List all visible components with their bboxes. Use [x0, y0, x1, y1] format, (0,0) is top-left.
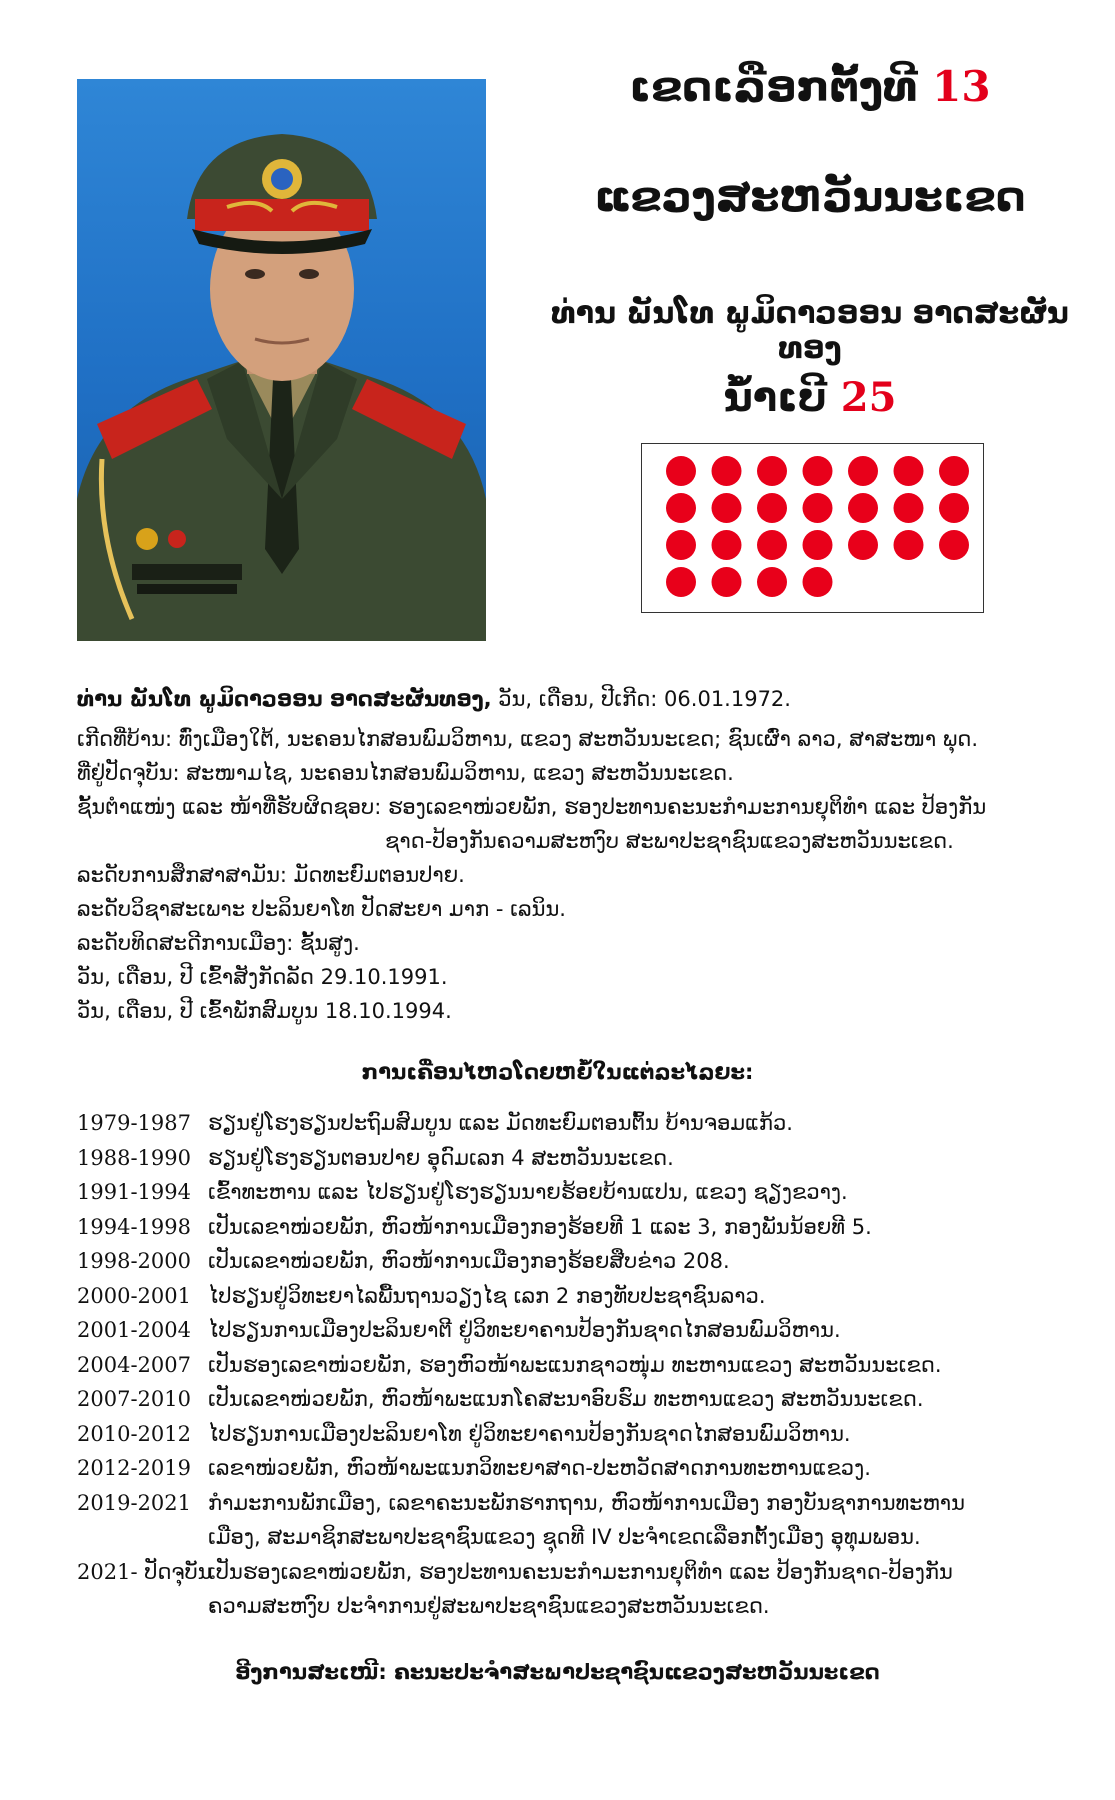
history-row — [77, 1141, 1087, 1176]
history-text: ໄປຮຽນການເມືອງປະລິນຍາຕີ ຢູ່ວິທະຍາຄານປ້ອງກັນຊາດໄກສອນພົມວິຫານ. — [208, 1318, 841, 1342]
history-years: 1988-1990 — [77, 1145, 191, 1170]
ballot-dot — [666, 567, 696, 597]
ballot-dot — [939, 530, 969, 560]
history-years: 1994-1998 — [77, 1214, 191, 1239]
history-years: 1991-1994 — [77, 1180, 191, 1204]
history-text: ໄປຮຽນການເມືອງປະລິນຍາໂທ ຢູ່ວິທະຍາຄານປ້ອງກັນຊາດໄກສອນພົມວິຫານ. — [208, 1421, 851, 1446]
history-years: 1979-1987 — [77, 1111, 191, 1135]
history-text: ໄປຮຽນຢູ່ວິທະຍາໄລພື້ນຖານວຽງໄຊ ເລກ 2 ກອງທັບປະຊາຊົນລາວ. — [208, 1283, 766, 1308]
bio-party-join: ວັນ, ເດືອນ, ປີ ເຂົ້າພັກສົມບູນ 18.10.1994. — [77, 999, 452, 1023]
number-label: ນ້ຳເບີ — [723, 375, 827, 421]
bio-position: ຊັ້ນຕຳແໜ່ງ ແລະ ໜ້າທີ່ຮັບຜິດຊອບ: ຮອງເລຂາໜ່ວຍພັກ, ຮອງປະທານຄະນະກຳມະການຍຸຕິທຳ ແລະ ປ້ອງກັນ — [77, 795, 987, 819]
ballot-dot — [803, 456, 833, 486]
ballot-dot — [894, 493, 924, 523]
history-list — [77, 1106, 1087, 1624]
bio-birthplace: ເກີດທີ່ບ້ານ: ທົ່ງເມືອງໃຕ້, ນະຄອນໄກສອນພົມວິຫານ, ແຂວງ ສະຫວັນນະເຂດ; ຊົນເຜົ່າ ລາວ, ສາສະໜາ ພຸດ. — [77, 727, 979, 751]
history-row — [77, 1382, 1087, 1417]
ballot-dot — [939, 456, 969, 486]
history-years: 2001-2004 — [77, 1318, 191, 1342]
history-text-cont: ຄວາມສະຫງົບ ປະຈຳການຢູ່ສະພາປະຊາຊົນແຂວງສະຫວັນນະເຂດ. — [208, 1594, 770, 1618]
history-years: 2012-2019 — [77, 1456, 191, 1480]
history-text: ຮຽນຢູ່ໂຮງຮຽນປະຖົມສົມບູນ ແລະ ມັດທະຍົມຕອນຕົ້ນ ບ້ານຈອມແກ້ວ. — [208, 1111, 793, 1135]
ballot-dot — [803, 530, 833, 560]
bio-political: ລະດັບທິດສະດີການເມືອງ: ຊັ້ນສູງ. — [77, 931, 360, 955]
ballot-dot — [894, 530, 924, 560]
history-row — [77, 1486, 1087, 1521]
history-text: ເປັນເລຂາໜ່ວຍພັກ, ຫົວໜ້າການເມືອງກອງຮ້ອຍສືບຂ່າວ 208. — [208, 1249, 730, 1273]
history-years: 2007-2010 — [77, 1387, 191, 1411]
bio-name: ທ່ານ ພັນໂທ ພູມິດາວອອນ ອາດສະຜັນທອງ, — [77, 687, 492, 711]
footer-note: ອີງການສະເໜີ: ຄະນະປະຈຳສະພາປະຊາຊົນແຂວງສະຫວັນນະເຂດ — [235, 1660, 880, 1684]
history-row — [77, 1210, 1087, 1245]
biography — [77, 682, 1087, 1028]
ballot-dots-box — [641, 443, 984, 613]
ballot-dot — [712, 493, 742, 523]
candidate-photo — [77, 79, 486, 641]
bio-specialty: ລະດັບວິຊາສະເພາະ ປະລິນຍາໂທ ປັດສະຍາ ມາກ - ເລນິນ. — [77, 897, 566, 921]
history-text: ເປັນເລຂາໜ່ວຍພັກ, ຫົວໜ້າພະແນກໂຄສະນາອົບຮົມ ທະຫານແຂວງ ສະຫວັນນະເຂດ. — [208, 1387, 924, 1411]
ballot-dot — [803, 493, 833, 523]
history-row — [77, 1175, 1087, 1210]
history-years: 1998-2000 — [77, 1249, 191, 1273]
history-row — [77, 1555, 1087, 1590]
history-row — [77, 1348, 1087, 1383]
province-heading: ແຂວງສະຫວັນນະເຂດ — [594, 172, 1026, 221]
ballot-dot — [848, 493, 878, 523]
ballot-dots — [642, 444, 985, 614]
ballot-dot — [757, 456, 787, 486]
district-number: 13 — [932, 62, 991, 111]
bio-education: ລະດັບການສຶກສາສາມັນ: ມັດທະຍົມຕອນປາຍ. — [77, 863, 465, 887]
history-row — [77, 1279, 1087, 1314]
district-label: ເຂດເລືອກຕັ້ງທີ — [629, 62, 918, 111]
ballot-dot — [666, 530, 696, 560]
ballot-dot — [939, 493, 969, 523]
history-text: ເປັນຮອງເລຂາໜ່ວຍພັກ, ຮອງຫົວໜ້າພະແນກຊາວໜຸ່ມ ທະຫານແຂວງ ສະຫວັນນະເຂດ. — [208, 1352, 942, 1377]
history-row — [77, 1451, 1087, 1486]
ballot-dot — [848, 530, 878, 560]
history-years: 2010-2012 — [77, 1421, 191, 1446]
history-years: 2004-2007 — [77, 1352, 191, 1377]
history-row — [77, 1244, 1087, 1279]
history-text-cont: ເມືອງ, ສະມາຊິກສະພາປະຊາຊົນແຂວງ ຊຸດທີ IV ປະຈຳເຂດເລືອກຕັ້ງເມືອງ ອຸທຸມພອນ. — [208, 1525, 921, 1549]
ballot-number-heading — [520, 374, 1100, 421]
history-text: ເປັນເລຂາໜ່ວຍພັກ, ຫົວໜ້າການເມືອງກອງຮ້ອຍທີ 1 ແລະ 3, ກອງພັນນ້ອຍທີ 5. — [208, 1214, 872, 1239]
ballot-dot — [757, 567, 787, 597]
ballot-dot — [757, 530, 787, 560]
history-row — [77, 1417, 1087, 1452]
history-text: ຮຽນຢູ່ໂຮງຮຽນຕອນປາຍ ອຸດົມເລກ 4 ສະຫວັນນະເຂດ. — [208, 1145, 674, 1170]
history-text: ເປັນຮອງເລຂາໜ່ວຍພັກ, ຮອງປະທານຄະນະກຳມະການຍຸຕິທຳ ແລະ ປ້ອງກັນຊາດ-ປ້ອງກັນ — [208, 1559, 953, 1584]
bio-position-cont: ຊາດ-ປ້ອງກັນຄວາມສະຫງົບ ສະພາປະຊາຊົນແຂວງສະຫວັນນະເຂດ. — [385, 829, 954, 853]
number-value: 25 — [840, 374, 897, 421]
ballot-dot — [666, 493, 696, 523]
bio-birth: ວັນ, ເດືອນ, ປີເກີດ: 06.01.1972. — [491, 687, 791, 711]
history-years: 2021- ປັດຈຸບັນ — [77, 1559, 212, 1584]
ballot-dot — [712, 456, 742, 486]
bio-youth-join: ວັນ, ເດືອນ, ປີ ເຂົ້າສັງກັດລັດ 29.10.1991. — [77, 965, 448, 989]
ballot-dot — [894, 456, 924, 486]
ballot-dot — [803, 567, 833, 597]
history-text: ກຳມະການພັກເມືອງ, ເລຂາຄະນະພັກຮາກຖານ, ຫົວໜ້າການເມືອງ ກອງບັນຊາການທະຫານ — [208, 1490, 965, 1515]
portrait-illustration — [77, 79, 486, 641]
ballot-dot — [712, 530, 742, 560]
bio-name-line — [77, 682, 1087, 716]
ballot-dot — [712, 567, 742, 597]
history-text: ເຂົ້າທະຫານ ແລະ ໄປຮຽນຢູ່ໂຮງຮຽນນາຍຮ້ອຍບ້ານແປນ, ແຂວງ ຊຽງຂວາງ. — [208, 1180, 848, 1204]
bio-residence: ທີ່ຢູ່ປັດຈຸບັນ: ສະໜາມໄຊ, ນະຄອນໄກສອນພົມວິຫານ, ແຂວງ ສະຫວັນນະເຂດ. — [77, 761, 734, 785]
history-years: 2000-2001 — [77, 1283, 191, 1308]
ballot-dot — [757, 493, 787, 523]
ballot-dot — [666, 456, 696, 486]
history-title: ການເຄື່ອນໄຫວໂດຍຫຍໍ້ໃນແຕ່ລະໄລຍະ: — [361, 1060, 754, 1084]
history-row — [77, 1106, 1087, 1141]
history-years: 2019-2021 — [77, 1490, 191, 1515]
ballot-dot — [848, 456, 878, 486]
candidate-name-heading: ທ່ານ ພັນໂທ ພູມິດາວອອນ ອາດສະຜັນທອງ — [551, 296, 1069, 366]
history-row — [77, 1313, 1087, 1348]
history-text: ເລຂາໜ່ວຍພັກ, ຫົວໜ້າພະແນກວິທະຍາສາດ-ປະຫວັດສາດການທະຫານແຂວງ. — [208, 1456, 871, 1480]
district-heading — [520, 62, 1100, 111]
